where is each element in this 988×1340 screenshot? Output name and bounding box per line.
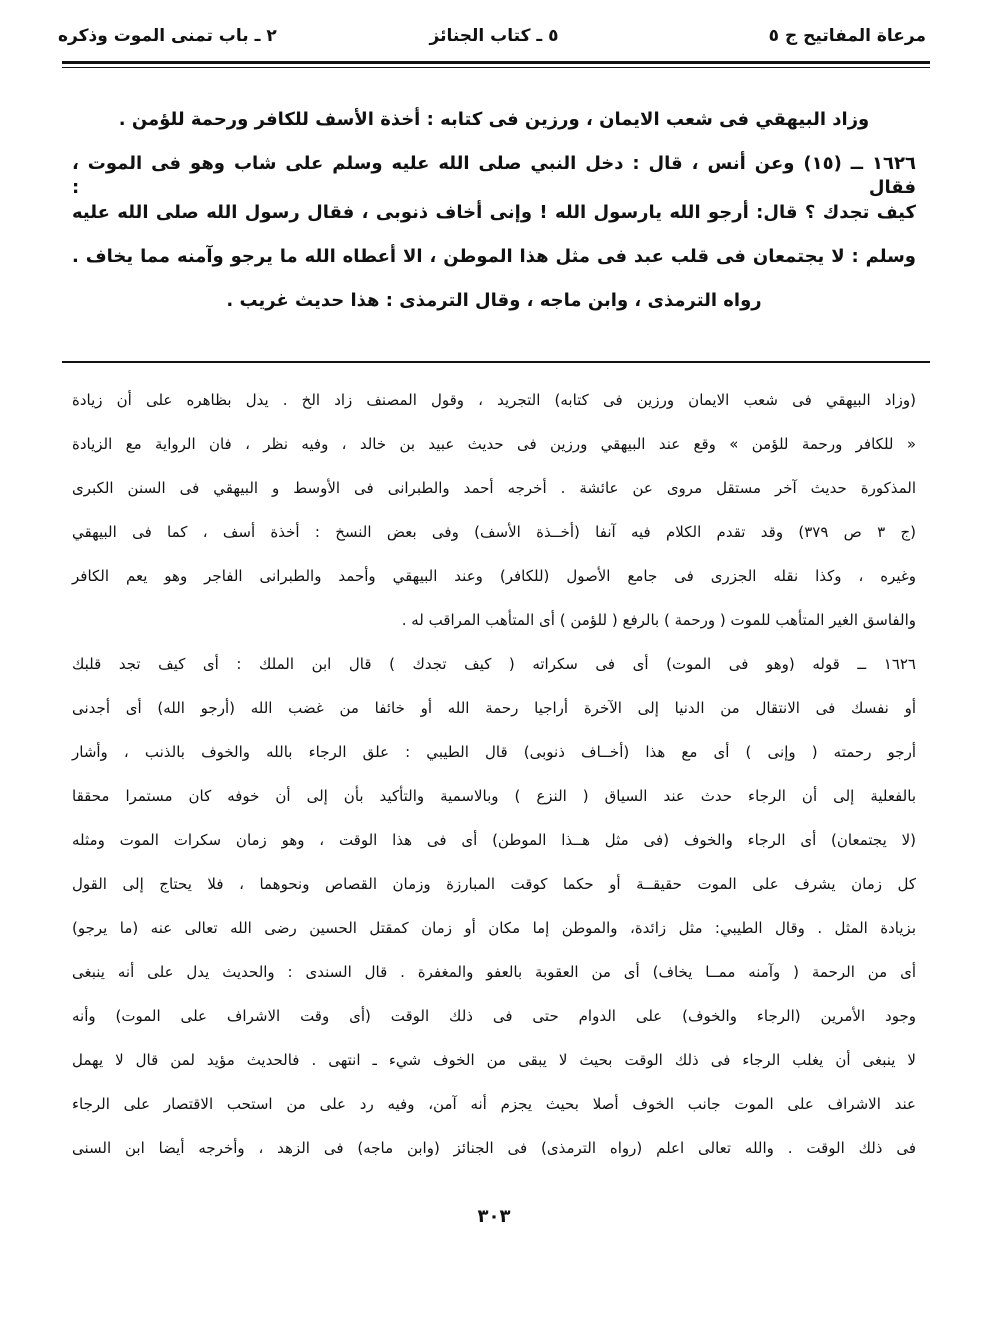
commentary-line: والفاسق الغير المتأهب للموت ( ورحمة ) بالرفع ( للؤمن ) أى المتأهب المراقب له .: [401, 611, 916, 629]
header-rule: [62, 61, 930, 64]
commentary-text: [72, 390, 916, 1182]
hadith-line: وزاد البيهقي فى شعب الايمان ، ورزين فى كتابه : أخذة الأسف للكافر ورحمة للؤمن .: [118, 109, 870, 130]
commentary-line: « للكافر ورحمة للؤمن » وقع عند البيهقي ورزين فى حديث عبيد بن خالد ، وفيه نظر ، فان الرواية مع الزيادة: [72, 435, 916, 453]
hadith-line: رواه الترمذى ، وابن ماجه ، وقال الترمذى : هذا حديث غريب .: [226, 289, 762, 311]
commentary-line: (وزاد البيهقي فى شعب الايمان ورزين فى كتابه) التجريد ، وقول المصنف زاد الخ . يدل بظاهره على أن زيادة: [72, 391, 916, 409]
commentary-line: أرجو رحمته ( وإنى ) أى مع هذا (أخــاف ذنوبى) قال الطيبي : علق الرجاء بالله والخوف بالذنب ، وأشار: [72, 743, 916, 761]
commentary-line: وجود الأمرين (الرجاء والخوف) على الدوام حتى فى ذلك الوقت (أى وقت الاشراف على الموت) وأنه: [72, 1007, 916, 1025]
commentary-line: بالفعلية إلى أن الرجاء حدث عند السياق ( النزع ) وبالاسمية والتأكيد بأن إلى أن خوفه كان مستمرا محققا: [72, 787, 916, 805]
commentary-line: أو نفسك فى الانتقال من الدنيا إلى الآخرة أراجيا رحمة الله أو خائفا من غضب الله (أرجو الله) أى أجدنى: [72, 699, 916, 717]
separator-rule: [62, 361, 930, 363]
commentary-line: (ج ٣ ص ٣٧٩) وقد تقدم الكلام فيه آنفا (أخــذة الأسف) وفى بعض النسخ : أخذة أسف ، كما فى البيهقي: [72, 523, 916, 541]
commentary-line: بزيادة المثل . وقال الطيبي: مثل زائدة، والموطن إما مكان أو زمان كمقتل الحسين رضى الله تعالى عنه (ما يرجو): [72, 919, 916, 937]
commentary-line: عند الاشراف على الموت جانب الخوف أصلا بحيث يجزم أنه آمن، وفيه رد على من استحب الاقتصار على الرجاء: [72, 1095, 916, 1113]
commentary-line: (لا يجتمعان) أى الرجاء والخوف (فى مثل هــذا الموطن) أى فى هذا الوقت ، وهو زمان سكرات الموت ومثله: [72, 831, 916, 849]
hadith-line: ١٦٢٦ ــ (١٥) وعن أنس ، قال : دخل النبي صلى الله عليه وسلم على شاب وهو فى الموت ، فقال :: [72, 153, 916, 199]
commentary-line: لا ينبغى أن يغلب الرجاء فى ذلك الوقت بحيث لا يبقى من الخوف شيء ـ انتهى . فالحديث مؤيد لمن قال لا يهمل: [72, 1051, 916, 1069]
commentary-line: كل زمان يشرف على الموت حقيقــة أو حكما كوقت المبارزة وزمان القصاص ونحوهما ، فلا يحتاج إلى القول: [72, 875, 916, 893]
commentary-line: وغيره ، وكذا نقله الجزرى فى جامع الأصول (للكافر) وعند البيهقي وأحمد والطبرانى الفاجر وهو يعم الكافر: [72, 567, 916, 585]
hadith-line: وسلم : لا يجتمعان فى قلب عبد فى مثل هذا الموطن ، الا أعطاه الله ما يرجو وآمنه مما يخاف .: [72, 245, 916, 267]
commentary-line: المذكورة حديث آخر مستقل مروى عن عائشة . أخرجه أحمد والطبرانى فى الأوسط و البيهقي فى السنن الكبرى: [72, 479, 916, 497]
header-chapter: ٥ ـ كتاب الجنائز: [429, 26, 559, 46]
hadith-text: [72, 108, 916, 333]
page-number: ٣٠٣: [477, 1206, 511, 1227]
commentary-line: أى من الرحمة ( وآمنه ممــا يخاف) أى من العقوبة بالعفو والمغفرة . قال السندى : والحديث يدل على أنه ينبغى: [72, 963, 916, 981]
commentary-line: فى ذلك الوقت . والله تعالى اعلم (رواه الترمذى) فى الجنائز (وابن ماجه) فى الزهد ، وأخرجه أيضا ابن السنى: [72, 1139, 916, 1157]
header-book-title: مرعاة المفاتيح ج ٥: [768, 26, 926, 46]
header-section: ٢ ـ باب تمنى الموت وذكره: [58, 26, 277, 46]
header-rule-thin: [62, 67, 930, 68]
commentary-line: ١٦٢٦ ــ قوله (وهو فى الموت) أى فى سكراته ( كيف تجدك ) قال ابن الملك : أى كيف تجد قلبك: [72, 655, 916, 673]
hadith-line: كيف تجدك ؟ قال: أرجو الله يارسول الله ! وإنى أخاف ذنوبى ، فقال رسول الله صلى الله عليه: [72, 201, 916, 223]
